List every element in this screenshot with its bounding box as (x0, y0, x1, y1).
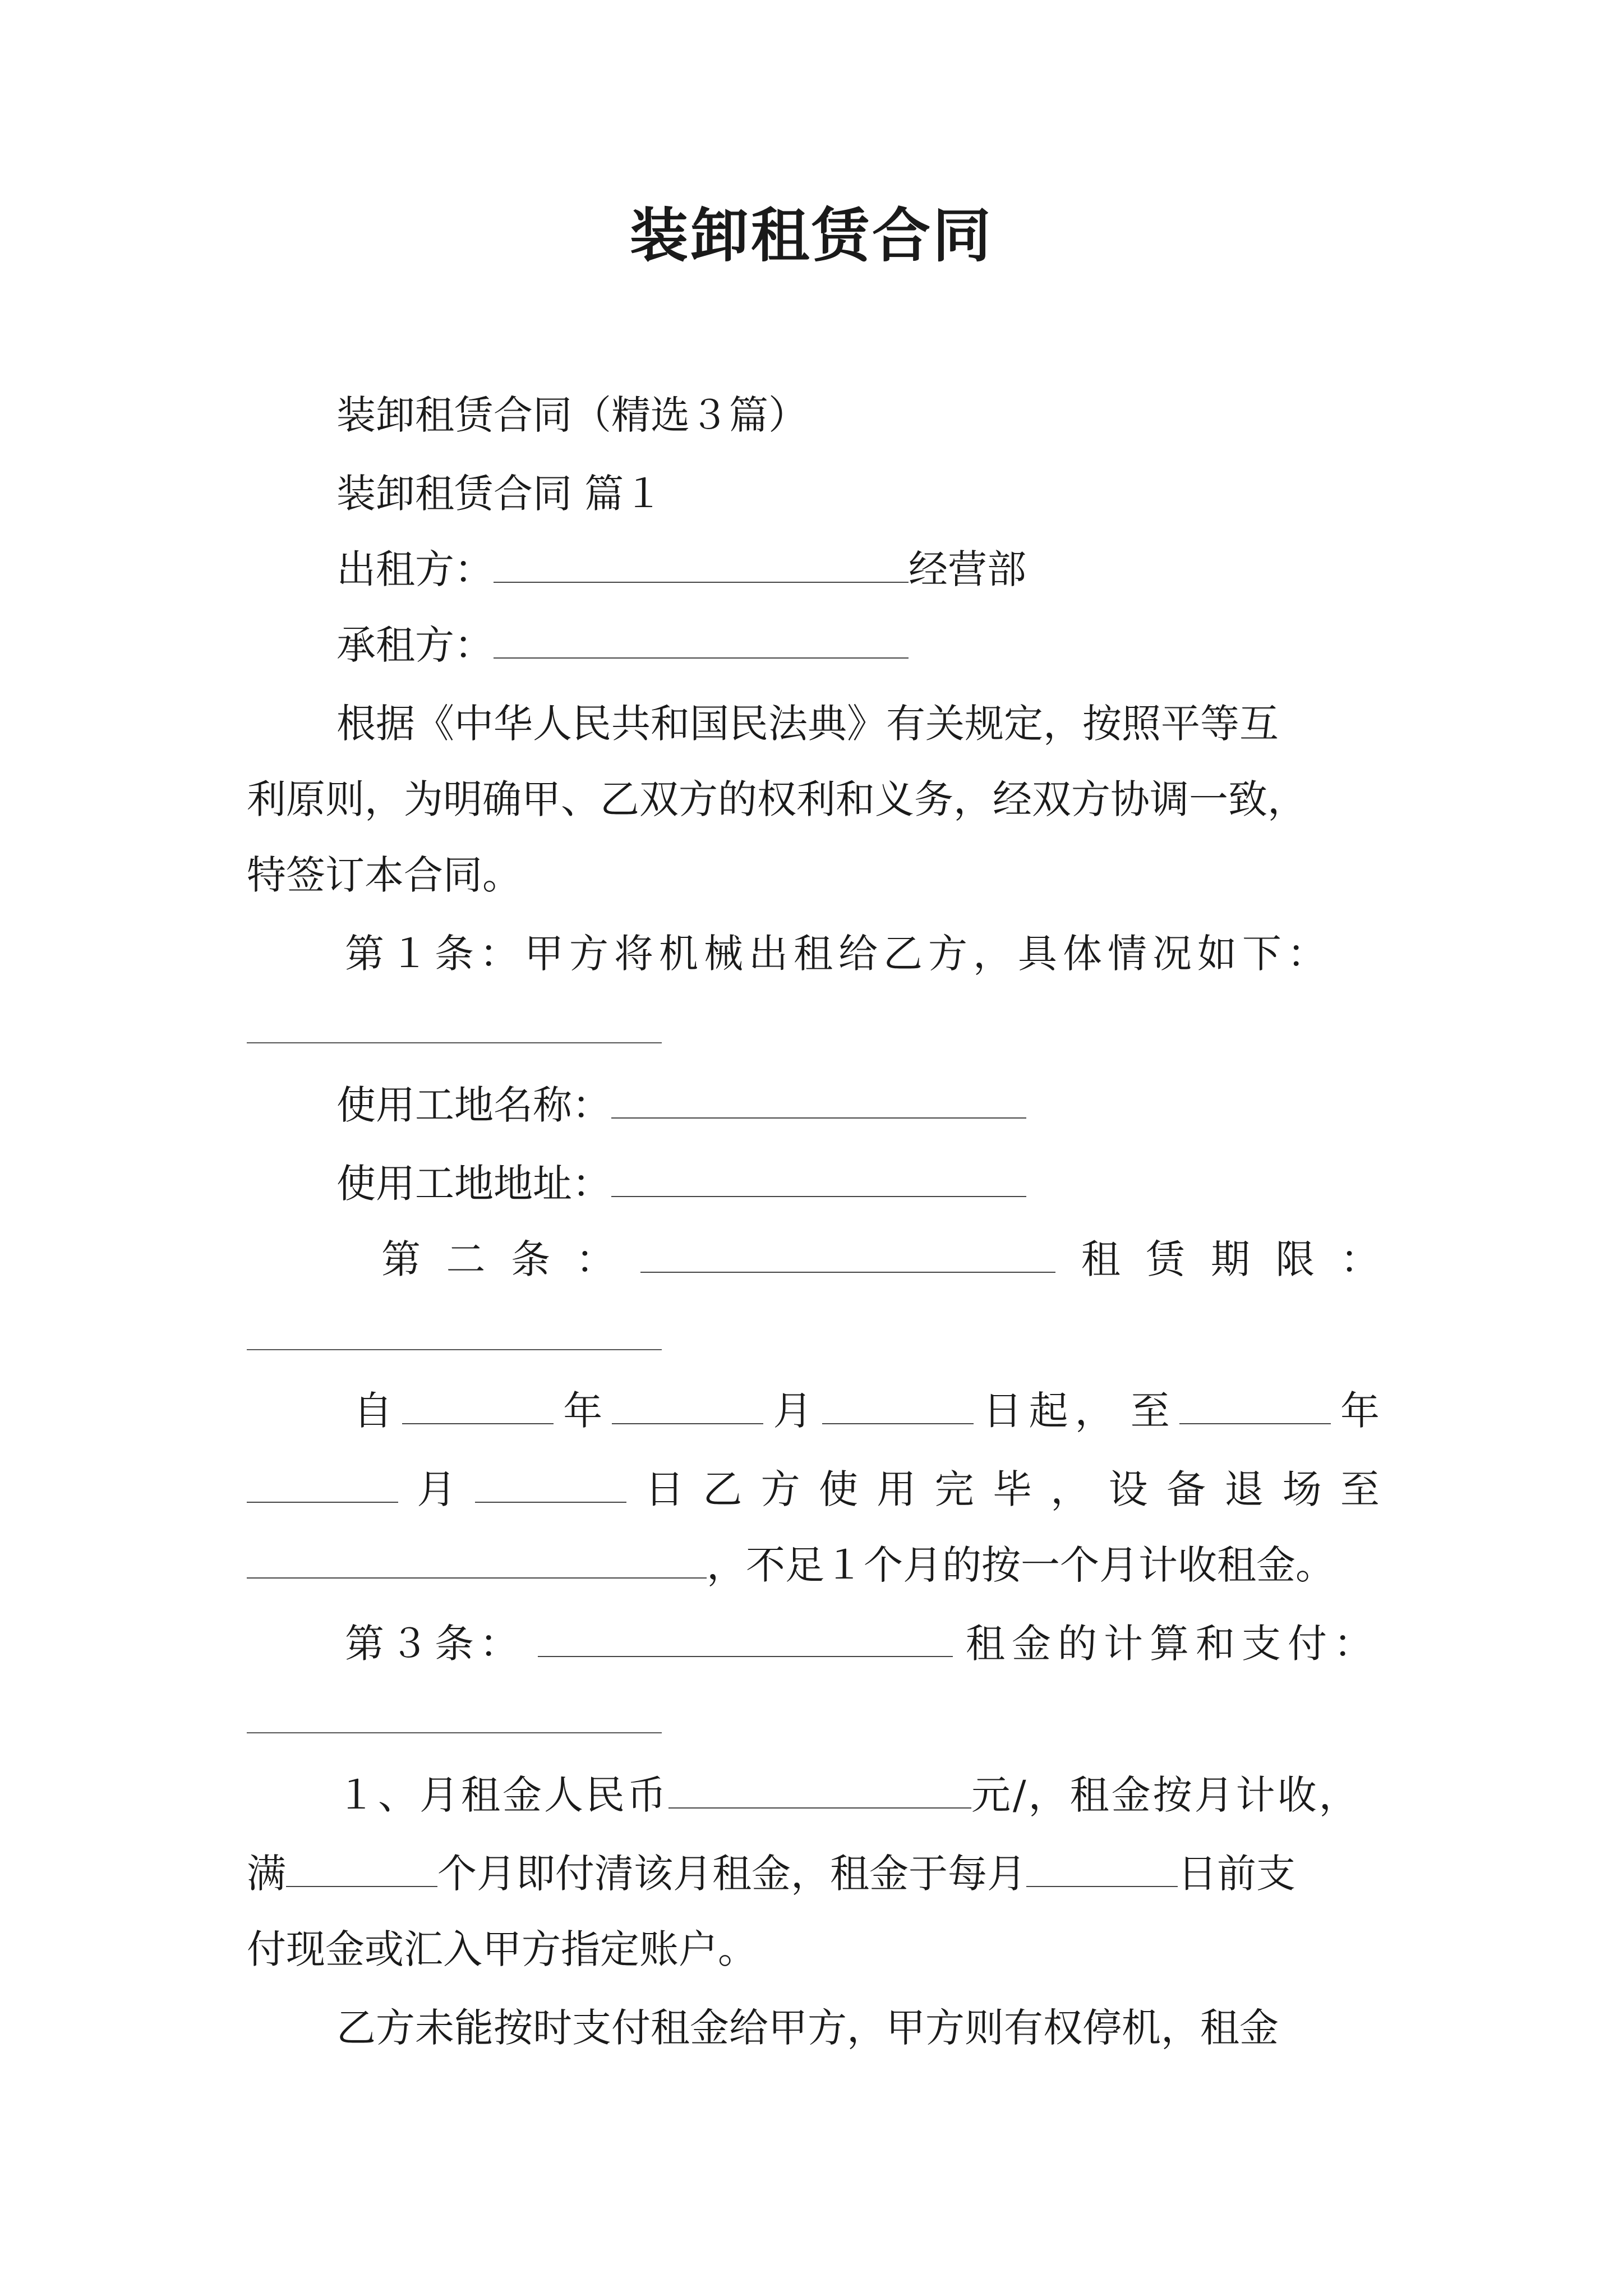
start-year-blank[interactable] (402, 1384, 554, 1424)
period-char: ， (1050, 1466, 1090, 1512)
article-3-second-blank[interactable] (247, 1732, 662, 1733)
payment-line-3: 付现金或汇入甲方指定账户。 (247, 1926, 757, 1972)
start-month-blank[interactable] (612, 1384, 763, 1424)
period-char: 退 (1224, 1466, 1264, 1512)
period-line-1 (353, 1383, 1380, 1439)
end-year-blank[interactable] (1179, 1384, 1331, 1424)
payment-line-1-b: 元/，租金按月计收， (971, 1772, 1361, 1818)
article-2-second-blank[interactable] (247, 1349, 662, 1350)
lessor-line (336, 541, 1026, 597)
article-2-char: 第 (381, 1236, 421, 1282)
site-address-label: 使用工地地址： (336, 1161, 611, 1207)
period-char: 毕 (992, 1466, 1032, 1512)
site-address-blank[interactable] (611, 1157, 1026, 1197)
article-3-prefix: 第３条： (345, 1621, 524, 1667)
article-2-char: 限 (1275, 1236, 1315, 1282)
article-2-char: ： (575, 1236, 615, 1282)
period-char: 方 (760, 1466, 800, 1512)
site-name-blank[interactable] (611, 1078, 1026, 1119)
payment-line-1-a: １、月租金人民币 (336, 1772, 668, 1818)
period-year-label: 年 (563, 1388, 603, 1434)
period-char: 至 (1340, 1466, 1380, 1512)
article-1: 第１条：甲方将机械出租给乙方，具体情况如下： (345, 931, 1332, 977)
period-char: 场 (1282, 1466, 1322, 1512)
period-char: 设 (1108, 1466, 1148, 1512)
payment-line-2 (247, 1846, 1295, 1902)
period-line-3 (247, 1537, 1335, 1593)
article-3-blank[interactable] (538, 1617, 953, 1657)
payment-line-2-c: 日前支 (1178, 1851, 1295, 1897)
end-day-blank[interactable] (475, 1462, 626, 1503)
site-address-line (336, 1156, 1026, 1212)
period-char: 用 (877, 1466, 916, 1512)
document-subtitle: 装卸租赁合同（精选３篇） (336, 392, 808, 438)
period-from: 自 (353, 1388, 393, 1434)
article-2-char: 期 (1210, 1236, 1250, 1282)
intro-line-3: 特签订本合同。 (247, 852, 522, 898)
payment-line-2-b: 个月即付清该月租金，租金于每月 (437, 1851, 1026, 1897)
end-month-blank[interactable] (247, 1462, 398, 1503)
late-payment-line: 乙方未能按时支付租金给甲方，甲方则有权停机，租金 (336, 2005, 1279, 2051)
article-2-char: ： (1340, 1236, 1380, 1282)
article-2-char: 赁 (1146, 1236, 1186, 1282)
article-2-char: 条 (511, 1236, 551, 1282)
section-heading: 装卸租赁合同 篇１ (336, 471, 663, 517)
lessor-blank[interactable] (494, 542, 909, 583)
start-day-blank[interactable] (822, 1384, 974, 1424)
article-3-suffix: 租金的计算和支付： (966, 1621, 1380, 1667)
period-char: 备 (1166, 1466, 1206, 1512)
payment-line-1 (336, 1767, 1361, 1823)
lessor-suffix: 经营部 (909, 546, 1026, 592)
article-2-char: 二 (446, 1236, 486, 1282)
period-line-2 (247, 1461, 1380, 1517)
article-1-blank[interactable] (247, 1042, 662, 1043)
period-day-label: 日起， (983, 1388, 1121, 1434)
document-title: 装卸租赁合同 (629, 201, 993, 270)
monthly-rent-blank[interactable] (668, 1768, 971, 1809)
lessee-label: 承租方： (336, 622, 494, 668)
intro-line-1: 根据《中华人民共和国民法典》有关规定，按照平等互 (336, 701, 1279, 747)
lessee-blank[interactable] (494, 618, 909, 659)
payment-line-2-a: 满 (247, 1851, 286, 1897)
period-month-label: 月 (773, 1388, 813, 1434)
article-2-char: 租 (1081, 1236, 1121, 1282)
period-char: 完 (934, 1466, 974, 1512)
site-name-line (336, 1077, 1026, 1133)
article-2-blank[interactable] (640, 1232, 1055, 1273)
lessee-line (336, 617, 909, 673)
return-location-blank[interactable] (247, 1538, 707, 1579)
site-name-label: 使用工地名称： (336, 1082, 611, 1128)
period-char: 使 (818, 1466, 858, 1512)
intro-line-2: 利原则，为明确甲、乙双方的权利和义务，经双方协调一致， (247, 776, 1307, 822)
period-char: 乙 (703, 1466, 743, 1512)
period-to: 至 (1130, 1388, 1170, 1434)
period-char: 日 (644, 1466, 684, 1512)
pay-day-blank[interactable] (1026, 1847, 1178, 1887)
period-year-label: 年 (1340, 1388, 1380, 1434)
period-month-label: 月 (417, 1466, 457, 1512)
article-3 (345, 1616, 1380, 1672)
months-blank[interactable] (286, 1847, 437, 1887)
lessor-label: 出租方： (336, 546, 494, 592)
article-2 (381, 1231, 1380, 1287)
period-line-3-text: ，不足１个月的按一个月计收租金。 (707, 1542, 1335, 1588)
